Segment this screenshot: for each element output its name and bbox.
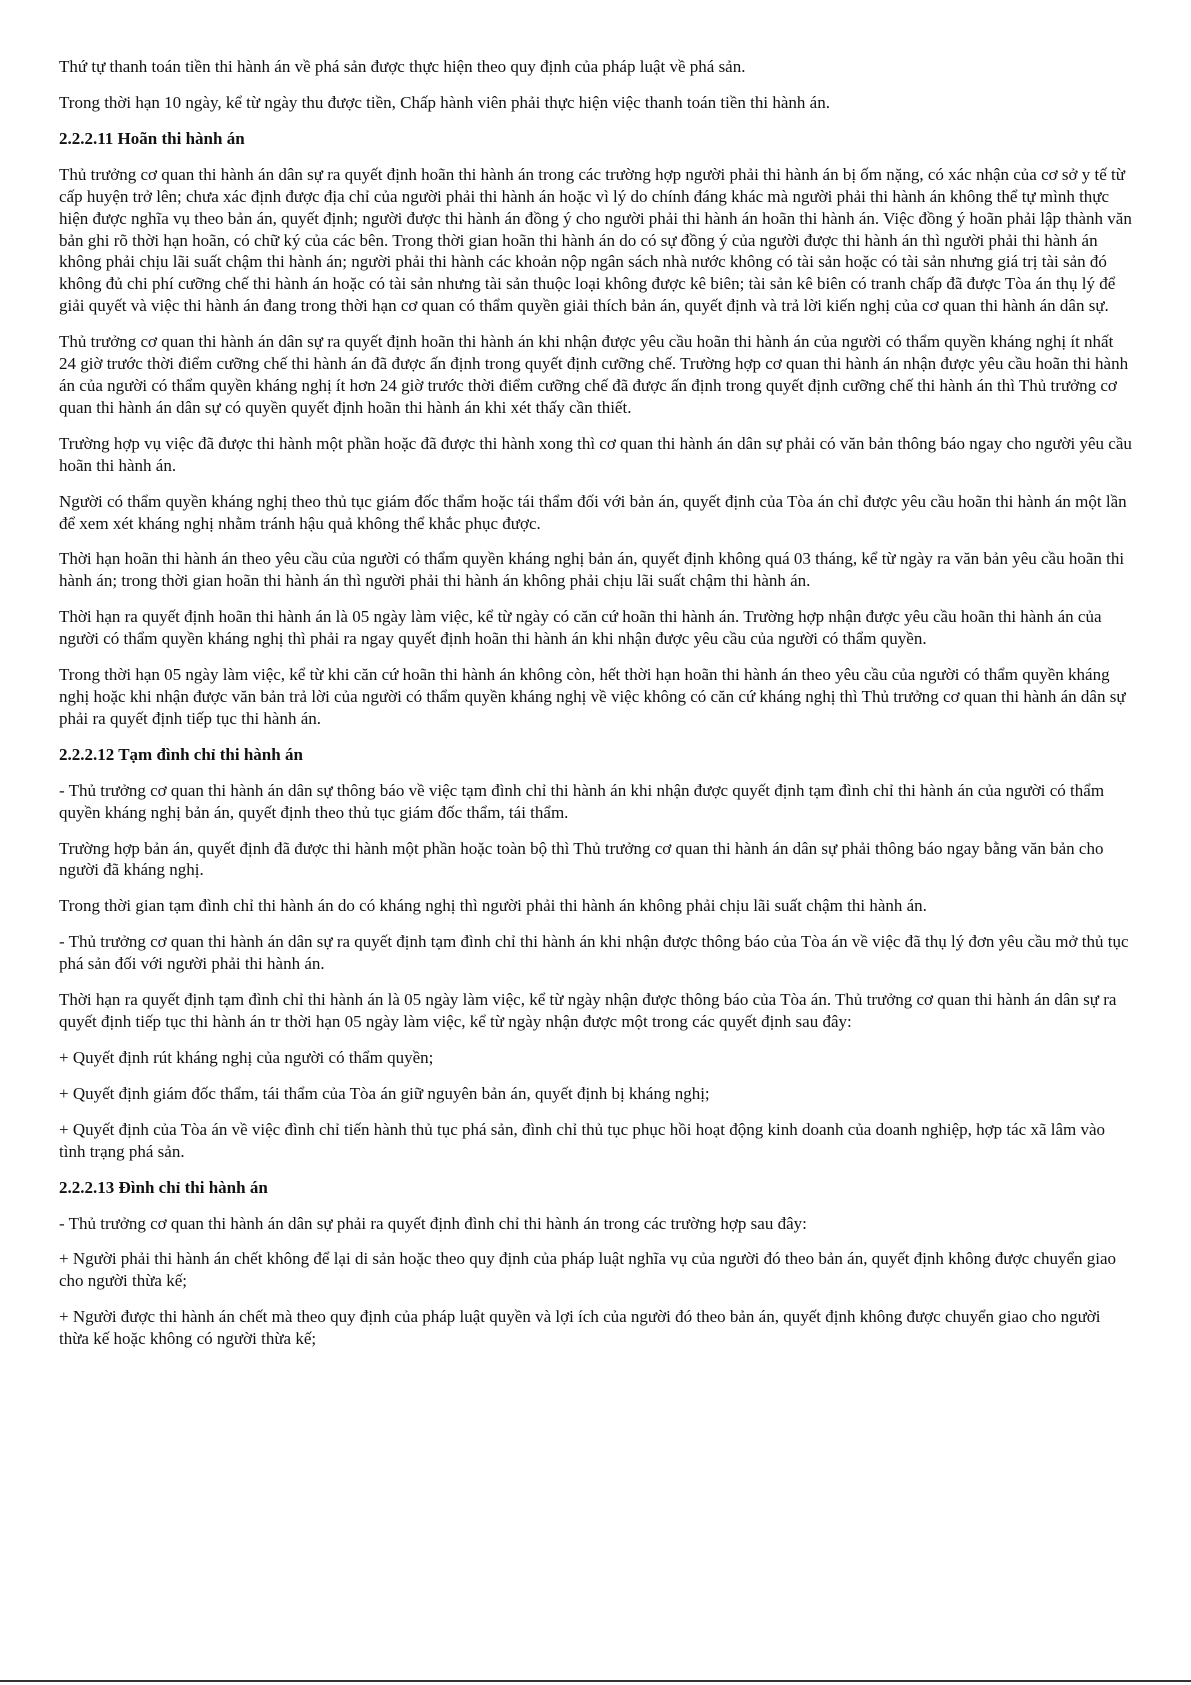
paragraph: - Thủ trưởng cơ quan thi hành án dân sự ra quyết định tạm đình chỉ thi hành án khi nhận được thông báo của Tòa án về việc đã thụ lý đơn yêu cầu mở thủ tục phá sản đối với người phải thi hành án. [59, 932, 1129, 974]
section-heading: 2.2.2.13 Đình chỉ thi hành án [59, 1177, 268, 1197]
paragraph: Trường hợp vụ việc đã được thi hành một phần hoặc đã được thi hành xong thì cơ quan thi hành án dân sự phải có văn bản thông báo ngay cho người yêu cầu hoãn thi hành án. [59, 433, 1132, 475]
section-heading: 2.2.2.11 Hoãn thi hành án [59, 128, 245, 148]
list-item: + Quyết định giám đốc thẩm, tái thẩm của Tòa án giữ nguyên bản án, quyết định bị kháng nghị; [59, 1083, 710, 1103]
paragraph: Thủ trưởng cơ quan thi hành án dân sự ra quyết định hoãn thi hành án trong các trường hợp người phải thi hành án bị ốm nặng, có xác nhận của cơ sở y tế từ cấp huyện trở lên; chưa xác định được địa chỉ của người phải thi hành án hoặc vì lý do chính đáng khác mà người phải thi hành án không thể tự mình thực hiện được nghĩa vụ theo bản án, quyết định; người được thi hành án đồng ý cho người phải thi hành án hoãn thi hành án. Việc đồng ý hoãn phải lập thành văn bản ghi rõ thời hạn hoãn, có chữ ký của các bên. Trong thời gian hoãn thi hành án do có sự đồng ý của người được thi hành án thì người phải thi hành án không phải chịu lãi suất chậm thi hành án; người phải thi hành các khoản nộp ngân sách nhà nước không có tài sản hoặc có tài sản nhưng giá trị tài sản đó không đủ chi phí cưỡng chế thi hành án hoặc có tài sản nhưng tài sản thuộc loại không được kê biên; tài sản kê biên có tranh chấp đã được Tòa án thụ lý để giải quyết và việc thi hành án đang trong thời hạn cơ quan có thẩm quyền giải thích bản án, quyết định và trả lời kiến nghị của cơ quan thi hành án dân sự. [59, 164, 1132, 316]
paragraph: Thủ trưởng cơ quan thi hành án dân sự ra quyết định hoãn thi hành án khi nhận được yêu cầu hoãn thi hành án của người có thẩm quyền kháng nghị ít nhất 24 giờ trước thời điểm cưỡng chế thi hành án đã được ấn định trong quyết định cưỡng chế. Trường hợp cơ quan thi hành án nhận được yêu cầu hoãn thi hành án của người có thẩm quyền kháng nghị ít hơn 24 giờ trước thời điểm cưỡng chế đã được ấn định trong quyết định cưỡng chế thi hành án thì Thủ trưởng cơ quan thi hành án dân sự có quyền quyết định hoãn thi hành án khi xét thấy cần thiết. [59, 332, 1129, 417]
paragraph: Trong thời hạn 10 ngày, kể từ ngày thu được tiền, Chấp hành viên phải thực hiện việc thanh toán tiền thi hành án. [59, 92, 830, 112]
document-page [59, 0, 1134, 1364]
paragraph: Thứ tự thanh toán tiền thi hành án về phá sản được thực hiện theo quy định của pháp luật về phá sản. [59, 57, 746, 76]
paragraph: Thời hạn ra quyết định hoãn thi hành án là 05 ngày làm việc, kể từ ngày có căn cứ hoãn thi hành án. Trường hợp nhận được yêu cầu hoãn thi hành án của người có thẩm quyền kháng nghị thì phải ra ngay quyết định hoãn thi hành án khi nhận được yêu cầu của người có thẩm quyền. [59, 607, 1102, 649]
paragraph: Người có thẩm quyền kháng nghị theo thủ tục giám đốc thẩm hoặc tái thẩm đối với bản án, quyết định của Tòa án chỉ được yêu cầu hoãn thi hành án một lần để xem xét kháng nghị nhằm tránh hậu quả không thể khắc phục được. [59, 491, 1127, 533]
paragraph: - Thủ trưởng cơ quan thi hành án dân sự phải ra quyết định đình chỉ thi hành án trong các trường hợp sau đây: [59, 1213, 807, 1233]
list-item: + Quyết định rút kháng nghị của người có thẩm quyền; [59, 1047, 434, 1067]
list-item: + Người phải thi hành án chết không để lại di sản hoặc theo quy định của pháp luật nghĩa vụ của người đó theo bản án, quyết định không được chuyển giao cho người thừa kế; [59, 1249, 1117, 1291]
paragraph: Trong thời hạn 05 ngày làm việc, kể từ khi căn cứ hoãn thi hành án không còn, hết thời hạn hoãn thi hành án theo yêu cầu của người có thẩm quyền kháng nghị hoặc khi nhận được văn bản trả lời của người có thẩm quyền kháng nghị về việc không có căn cứ kháng nghị thì Thủ trưởng cơ quan thi hành án dân sự phải ra quyết định tiếp tục thi hành án. [59, 665, 1126, 728]
list-item: + Quyết định của Tòa án về việc đình chỉ tiến hành thủ tục phá sản, đình chỉ thủ tục phục hồi hoạt động kinh doanh của doanh nghiệp, hợp tác xã lâm vào tình trạng phá sản. [59, 1119, 1106, 1161]
list-item: + Người được thi hành án chết mà theo quy định của pháp luật quyền và lợi ích của người đó theo bản án, quyết định không được chuyển giao cho người thừa kế hoặc không có người thừa kế; [59, 1307, 1101, 1349]
paragraph: Trong thời gian tạm đình chỉ thi hành án do có kháng nghị thì người phải thi hành án không phải chịu lãi suất chậm thi hành án. [59, 896, 927, 916]
paragraph: Thời hạn ra quyết định tạm đình chỉ thi hành án là 05 ngày làm việc, kể từ ngày nhận được thông báo của Tòa án. Thủ trưởng cơ quan thi hành án dân sự ra quyết định tiếp tục thi hành án tr thời hạn 05 ngày làm việc, kể từ ngày nhận được một trong các quyết định sau đây: [59, 990, 1117, 1031]
section-heading: 2.2.2.12 Tạm đình chỉ thi hành án [59, 744, 303, 764]
paragraph: - Thủ trưởng cơ quan thi hành án dân sự thông báo về việc tạm đình chỉ thi hành án khi nhận được quyết định tạm đình chỉ thi hành án của người có thẩm quyền kháng nghị bản án, quyết định theo thủ tục giám đốc thẩm, tái thẩm. [59, 780, 1105, 822]
paragraph: Trường hợp bản án, quyết định đã được thi hành một phần hoặc toàn bộ thì Thủ trưởng cơ quan thi hành án dân sự phải thông báo ngay bằng văn bản cho người đã kháng nghị. [59, 838, 1104, 880]
page-bottom-divider [0, 1680, 1191, 1682]
paragraph: Thời hạn hoãn thi hành án theo yêu cầu của người có thẩm quyền kháng nghị bản án, quyết định không quá 03 tháng, kể từ ngày ra văn bản yêu cầu hoãn thi hành án; trong thời gian hoãn thi hành án thì người phải thi hành án không phải chịu lãi suất chậm thi hành án. [59, 549, 1125, 591]
